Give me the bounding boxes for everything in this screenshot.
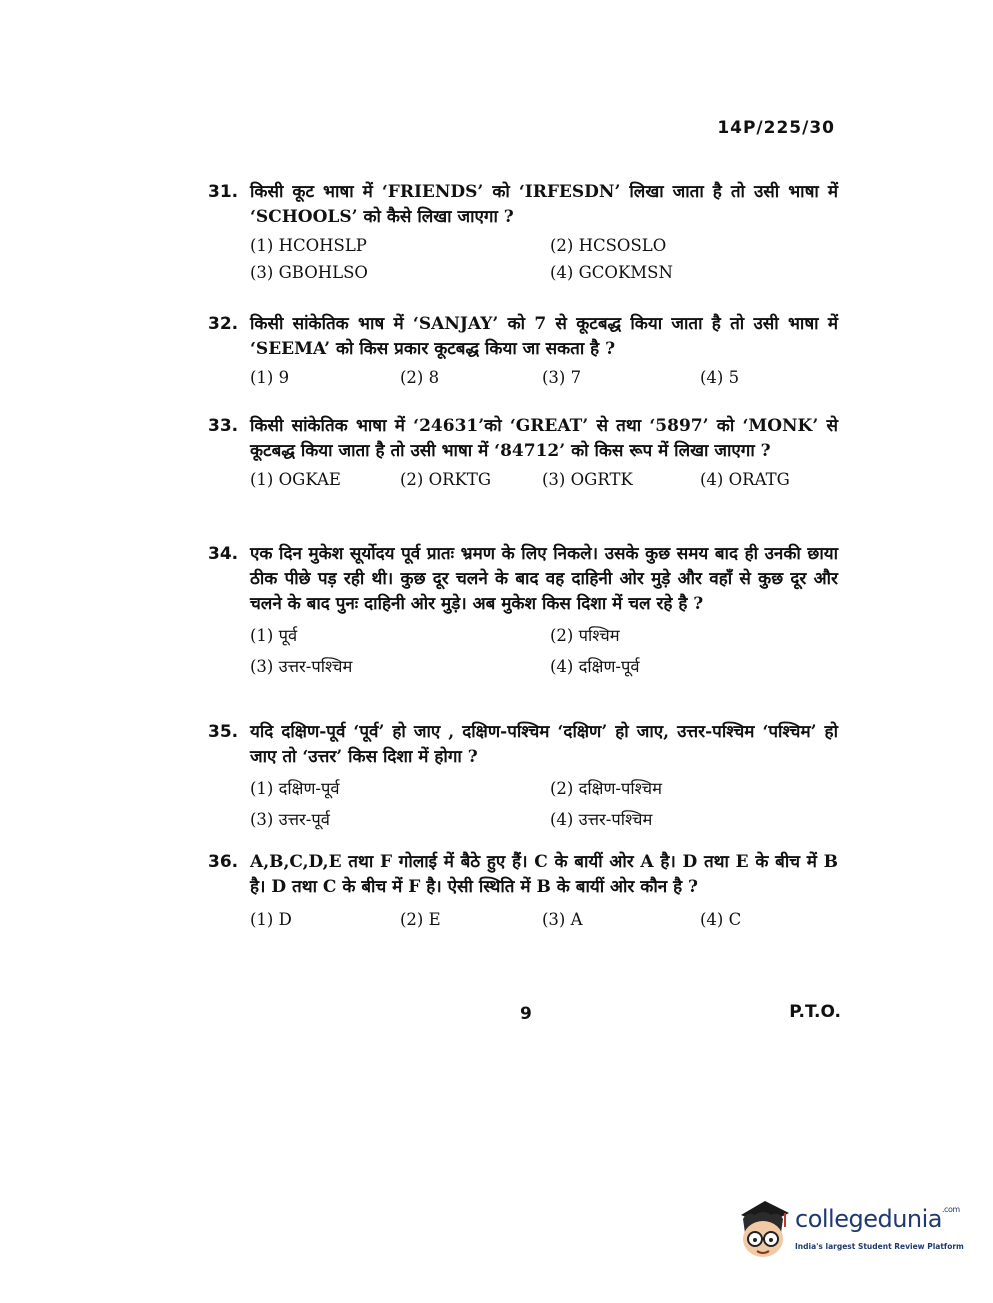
question-35 xyxy=(208,720,838,830)
option-2: (2) 8 xyxy=(400,368,440,387)
question-32 xyxy=(208,312,838,387)
option-1: (1) OGKAE xyxy=(250,470,341,489)
question-33 xyxy=(208,414,838,489)
question-number: 35. xyxy=(208,722,239,742)
option-3: (3) OGRTK xyxy=(542,470,633,489)
option-1: (1) HCOHSLP xyxy=(250,236,367,255)
option-3: (3) उत्तर-पश्चिम xyxy=(250,657,353,676)
option-4: (4) 5 xyxy=(700,368,740,387)
option-2: (2) E xyxy=(400,910,441,929)
option-1: (1) दक्षिण-पूर्व xyxy=(250,779,340,798)
question-number: 34. xyxy=(208,544,239,564)
question-36 xyxy=(208,850,838,929)
pto-label: P.T.O. xyxy=(789,1002,841,1022)
option-1: (1) D xyxy=(250,910,292,929)
logo-brand-text: collegedunia$^{.com}$ xyxy=(795,1205,960,1233)
option-4: (4) दक्षिण-पूर्व xyxy=(550,657,640,676)
option-4: (4) ORATG xyxy=(700,470,790,489)
mascot-icon xyxy=(733,1193,793,1263)
question-number: 36. xyxy=(208,852,239,872)
page-number: 9 xyxy=(520,1004,532,1024)
question-number: 32. xyxy=(208,314,239,334)
question-text: यदि दक्षिण-पूर्व ‘पूर्व’ हो जाए , दक्षिण-पश्चिम ‘दक्षिण’ हो जाए, उत्तर-पश्चिम ‘पश्चिम’ हो जाए तो ‘उत्तर’ किस दिशा में होगा ? xyxy=(250,722,838,767)
question-number: 33. xyxy=(208,416,239,436)
option-3: (3) 7 xyxy=(542,368,582,387)
question-text: किसी कूट भाषा में ‘FRIENDS’ को ‘IRFESDN’ लिखा जाता है तो उसी भाषा में ‘SCHOOLS’ को कैसे लिखा जाएगा ? xyxy=(250,182,838,227)
option-1: (1) पूर्व xyxy=(250,626,298,645)
paper-code: 14P/225/30 xyxy=(717,118,835,138)
question-number: 31. xyxy=(208,182,239,202)
option-3: (3) A xyxy=(542,910,583,929)
option-4: (4) उत्तर-पश्चिम xyxy=(550,810,653,829)
option-1: (1) 9 xyxy=(250,368,290,387)
question-34 xyxy=(208,542,838,677)
collegedunia-logo xyxy=(733,1193,963,1263)
logo-tagline: India's largest Student Review Platform xyxy=(795,1242,964,1251)
question-text: किसी सांकेतिक भाषा में ‘24631’को ‘GREAT’ से तथा ‘5897’ को ‘MONK’ से कूटबद्ध किया जाता है तो उसी भाषा में ‘84712’ को किस रूप में लिखा जाएगा ? xyxy=(250,416,838,461)
option-2: (2) ORKTG xyxy=(400,470,492,489)
option-2: (2) HCSOSLO xyxy=(550,236,667,255)
question-text: किसी सांकेतिक भाष में ‘SANJAY’ को 7 से कूटबद्ध किया जाता है तो उसी भाषा में ‘SEEMA’ को किस प्रकार कूटबद्ध किया जा सकता है ? xyxy=(250,314,838,359)
option-2: (2) दक्षिण-पश्चिम xyxy=(550,779,662,798)
question-text: एक दिन मुकेश सूर्योदय पूर्व प्रातः भ्रमण के लिए निकले। उसके कुछ समय बाद ही उनकी छाया ठीक पीछे पड़ रही थी। कुछ दूर चलने के बाद वह दाहिनी ओर मुड़े और वहाँ से कुछ दूर और चलने के बाद पुनः दाहिनी ओर मुड़े। अब मुकेश किस दिशा में चल रहे है ? xyxy=(250,544,838,614)
question-text: A,B,C,D,E तथा F गोलाई में बैठे हुए हैं। C के बायीं ओर A है। D तथा E के बीच में B है। D तथा C के बीच में F है। ऐसी स्थिति में B के बायीं ओर कौन है ? xyxy=(250,852,838,897)
option-3: (3) उत्तर-पूर्व xyxy=(250,810,330,829)
option-4: (4) C xyxy=(700,910,742,929)
option-3: (3) GBOHLSO xyxy=(250,263,368,282)
option-2: (2) पश्चिम xyxy=(550,626,620,645)
question-31 xyxy=(208,180,838,282)
option-4: (4) GCOKMSN xyxy=(550,263,673,282)
